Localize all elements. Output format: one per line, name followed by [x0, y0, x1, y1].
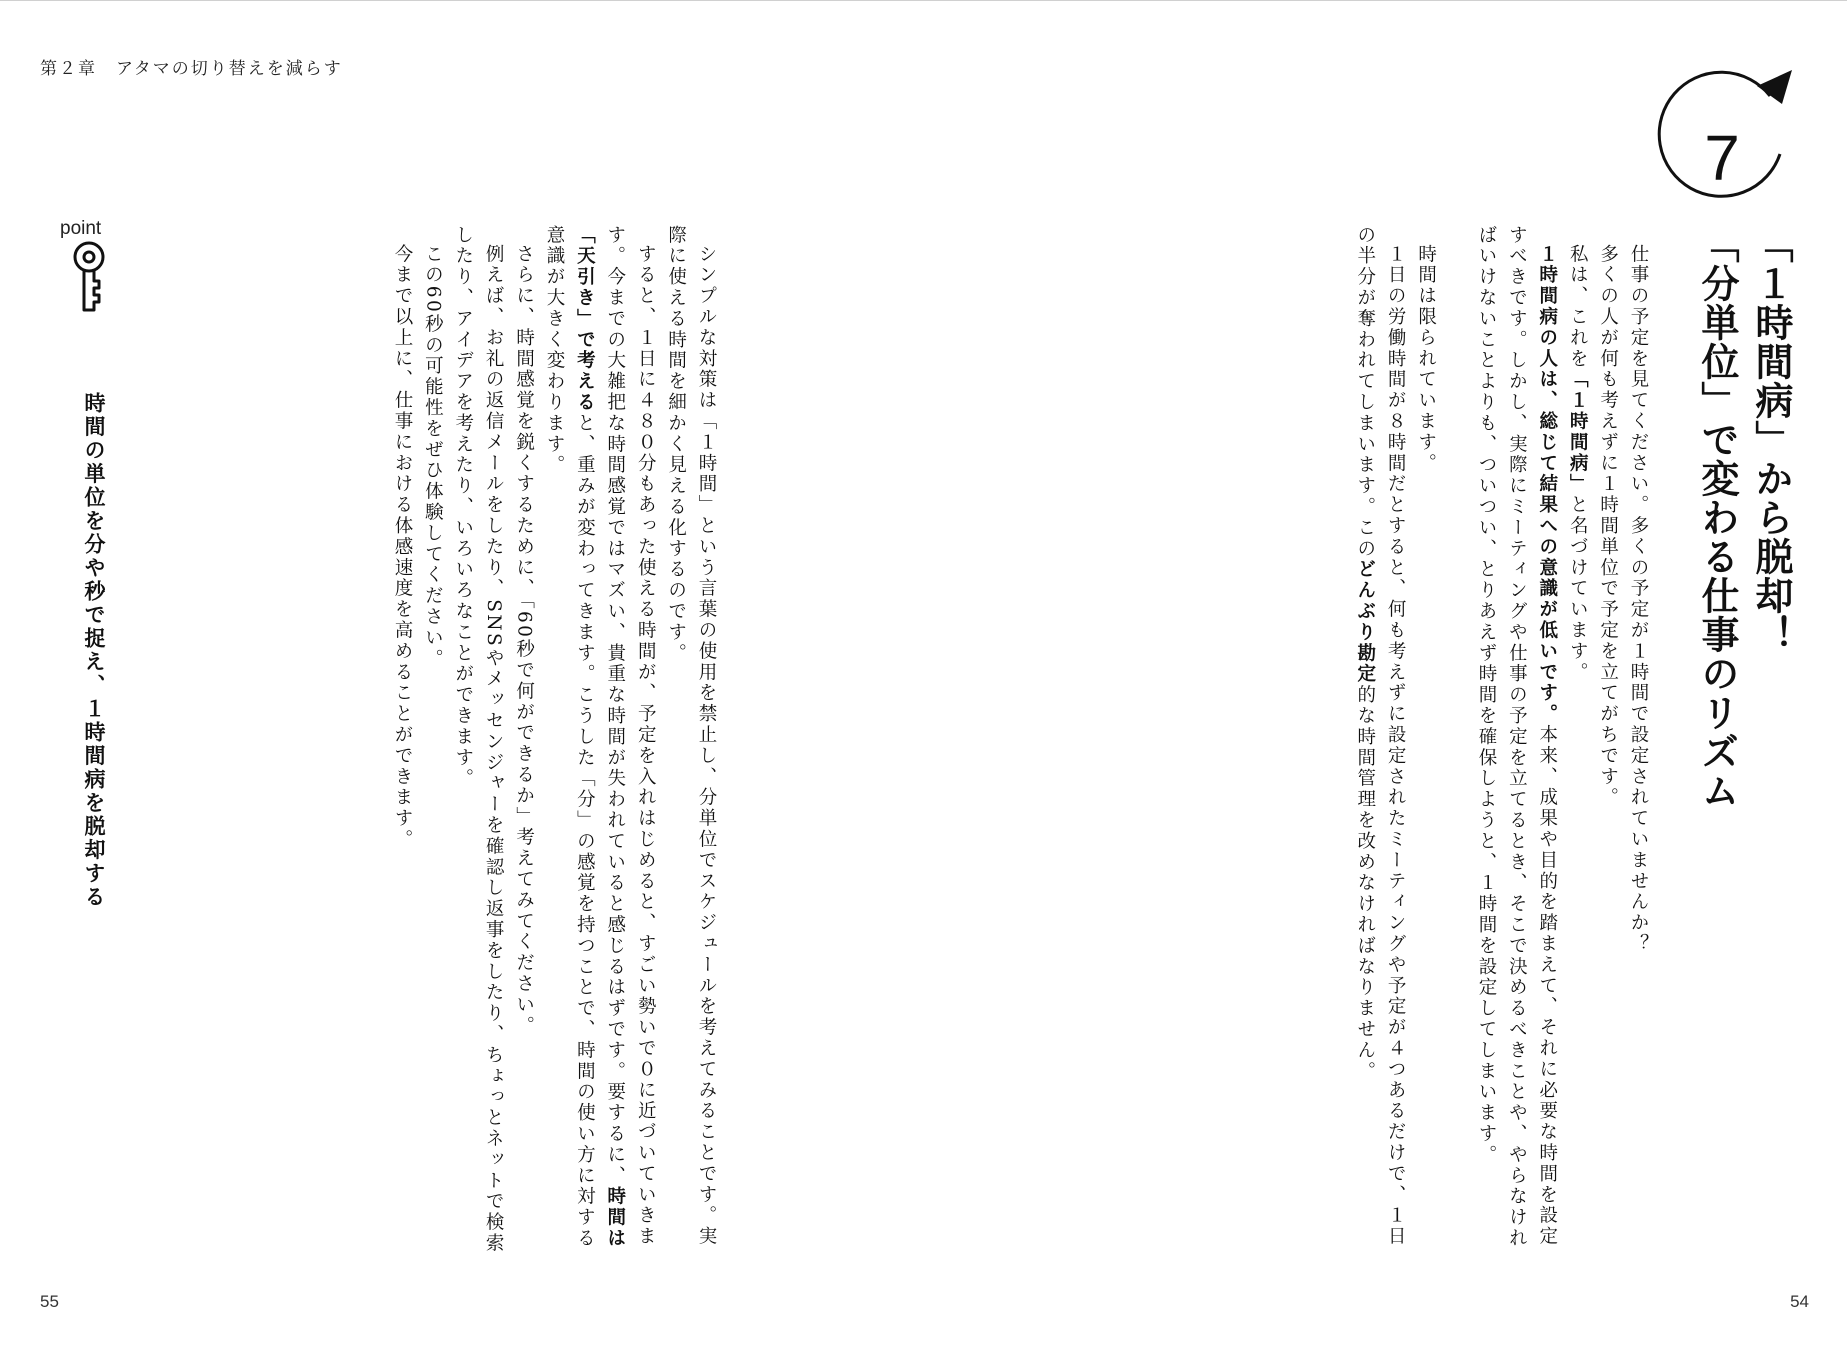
paragraph: 例えば、お礼の返信メールをしたり、SNSやメッセンジャーを確認し返事をしたり、ちょっとネットで検索したり、アイデアを考えたり、いろいろなことができます。 [452, 225, 505, 1254]
page-number-right: 54 [1790, 1292, 1809, 1311]
bold-sentence: １時間病の人は、総じて結果への意識が低いです。 [1536, 243, 1558, 725]
section-number: 7 [1704, 122, 1740, 194]
paragraph [539, 225, 661, 1265]
paragraph [1471, 225, 1562, 1265]
point-summary: 時間の単位を分や秒で捉え、１時間病を脱却する [82, 392, 106, 909]
text-run: 的な時間管理を改めなければなりません。 [1354, 684, 1376, 1082]
paragraph: シンプルな対策は「１時間」という言葉の使用を禁止し、分単位でスケジュールを考えてみることです。実際に使える時間を細かく見える化するのです。 [665, 225, 717, 1247]
page-number-left: 55 [40, 1292, 59, 1311]
paragraph [1562, 225, 1592, 1265]
text-run: １日の労働時間が８時間だとすると、何も考えずに設定されたミーティングや予定が４つあるだけで、１日の半分が奪われてしまいます。この [1354, 225, 1407, 1247]
paragraph [1349, 225, 1410, 1265]
title-line-1: 「１時間病」から脱却！ [1749, 225, 1793, 654]
paragraph: さらに、時間感覚を鋭くするために、「60秒で何ができるか」考えてみてください。 [513, 243, 535, 1036]
text-run: すると、１日に４８０分もあった使える時間が、予定を入れはじめると、すごい勢いで０に近づいていきます。今までの大雑把な時間感覚ではマズい、貴重な時間が失われていると感じるはずです。要するに、 [604, 225, 657, 1247]
bold-term: どんぶり勘定 [1354, 559, 1376, 685]
paragraph-gap [1441, 225, 1471, 1265]
title-line-2: 「分単位」で変わる仕事のリズム [1695, 225, 1739, 810]
paragraph: 今まで以上に、仕事における体感速度を高めることができます。 [391, 243, 413, 850]
chapter-header: 第２章 アタマの切り替えを減らす [40, 59, 343, 79]
text-run: 本来、成果や目的を踏まえて、それに必要な時間を設定すべきです。しかし、実際にミーティングや仕事の予定を立てるとき、そこで決めるべきことや、やらなければいけないことよりも、ついつい、とりあえず時間を確保しようと、１時間を設定してしまいます。 [1475, 225, 1558, 1250]
top-border [0, 0, 1847, 1]
point-label: point [60, 218, 102, 239]
section-title [1690, 225, 1798, 865]
paragraph: この60秒の可能性をぜひ体験してください。 [422, 243, 444, 669]
text-run: 私は、これを [1567, 243, 1589, 369]
bold-term: 「１時間病」 [1567, 368, 1589, 495]
paragraph: 多くの人が何も考えずに１時間単位で予定を立てがちです。 [1597, 243, 1619, 808]
circular-arrow-badge-icon [1652, 58, 1798, 216]
key-icon [69, 240, 109, 314]
paragraph: 時間は限られています。 [1415, 243, 1437, 474]
body-text-left-page [175, 225, 721, 1265]
bold-term: 時間は「天引き」で考える [574, 225, 626, 1250]
body-text-right-page [1105, 225, 1653, 1265]
text-run: と名づけています。 [1567, 494, 1589, 683]
text-run: と、重みが変わってきます。こうした「分」の感覚を持つことで、時間の使い方に対する意識が大きく変わります。 [543, 225, 596, 1250]
paragraph: 仕事の予定を見てください。多くの予定が１時間で設定されていませんか？ [1628, 243, 1649, 955]
